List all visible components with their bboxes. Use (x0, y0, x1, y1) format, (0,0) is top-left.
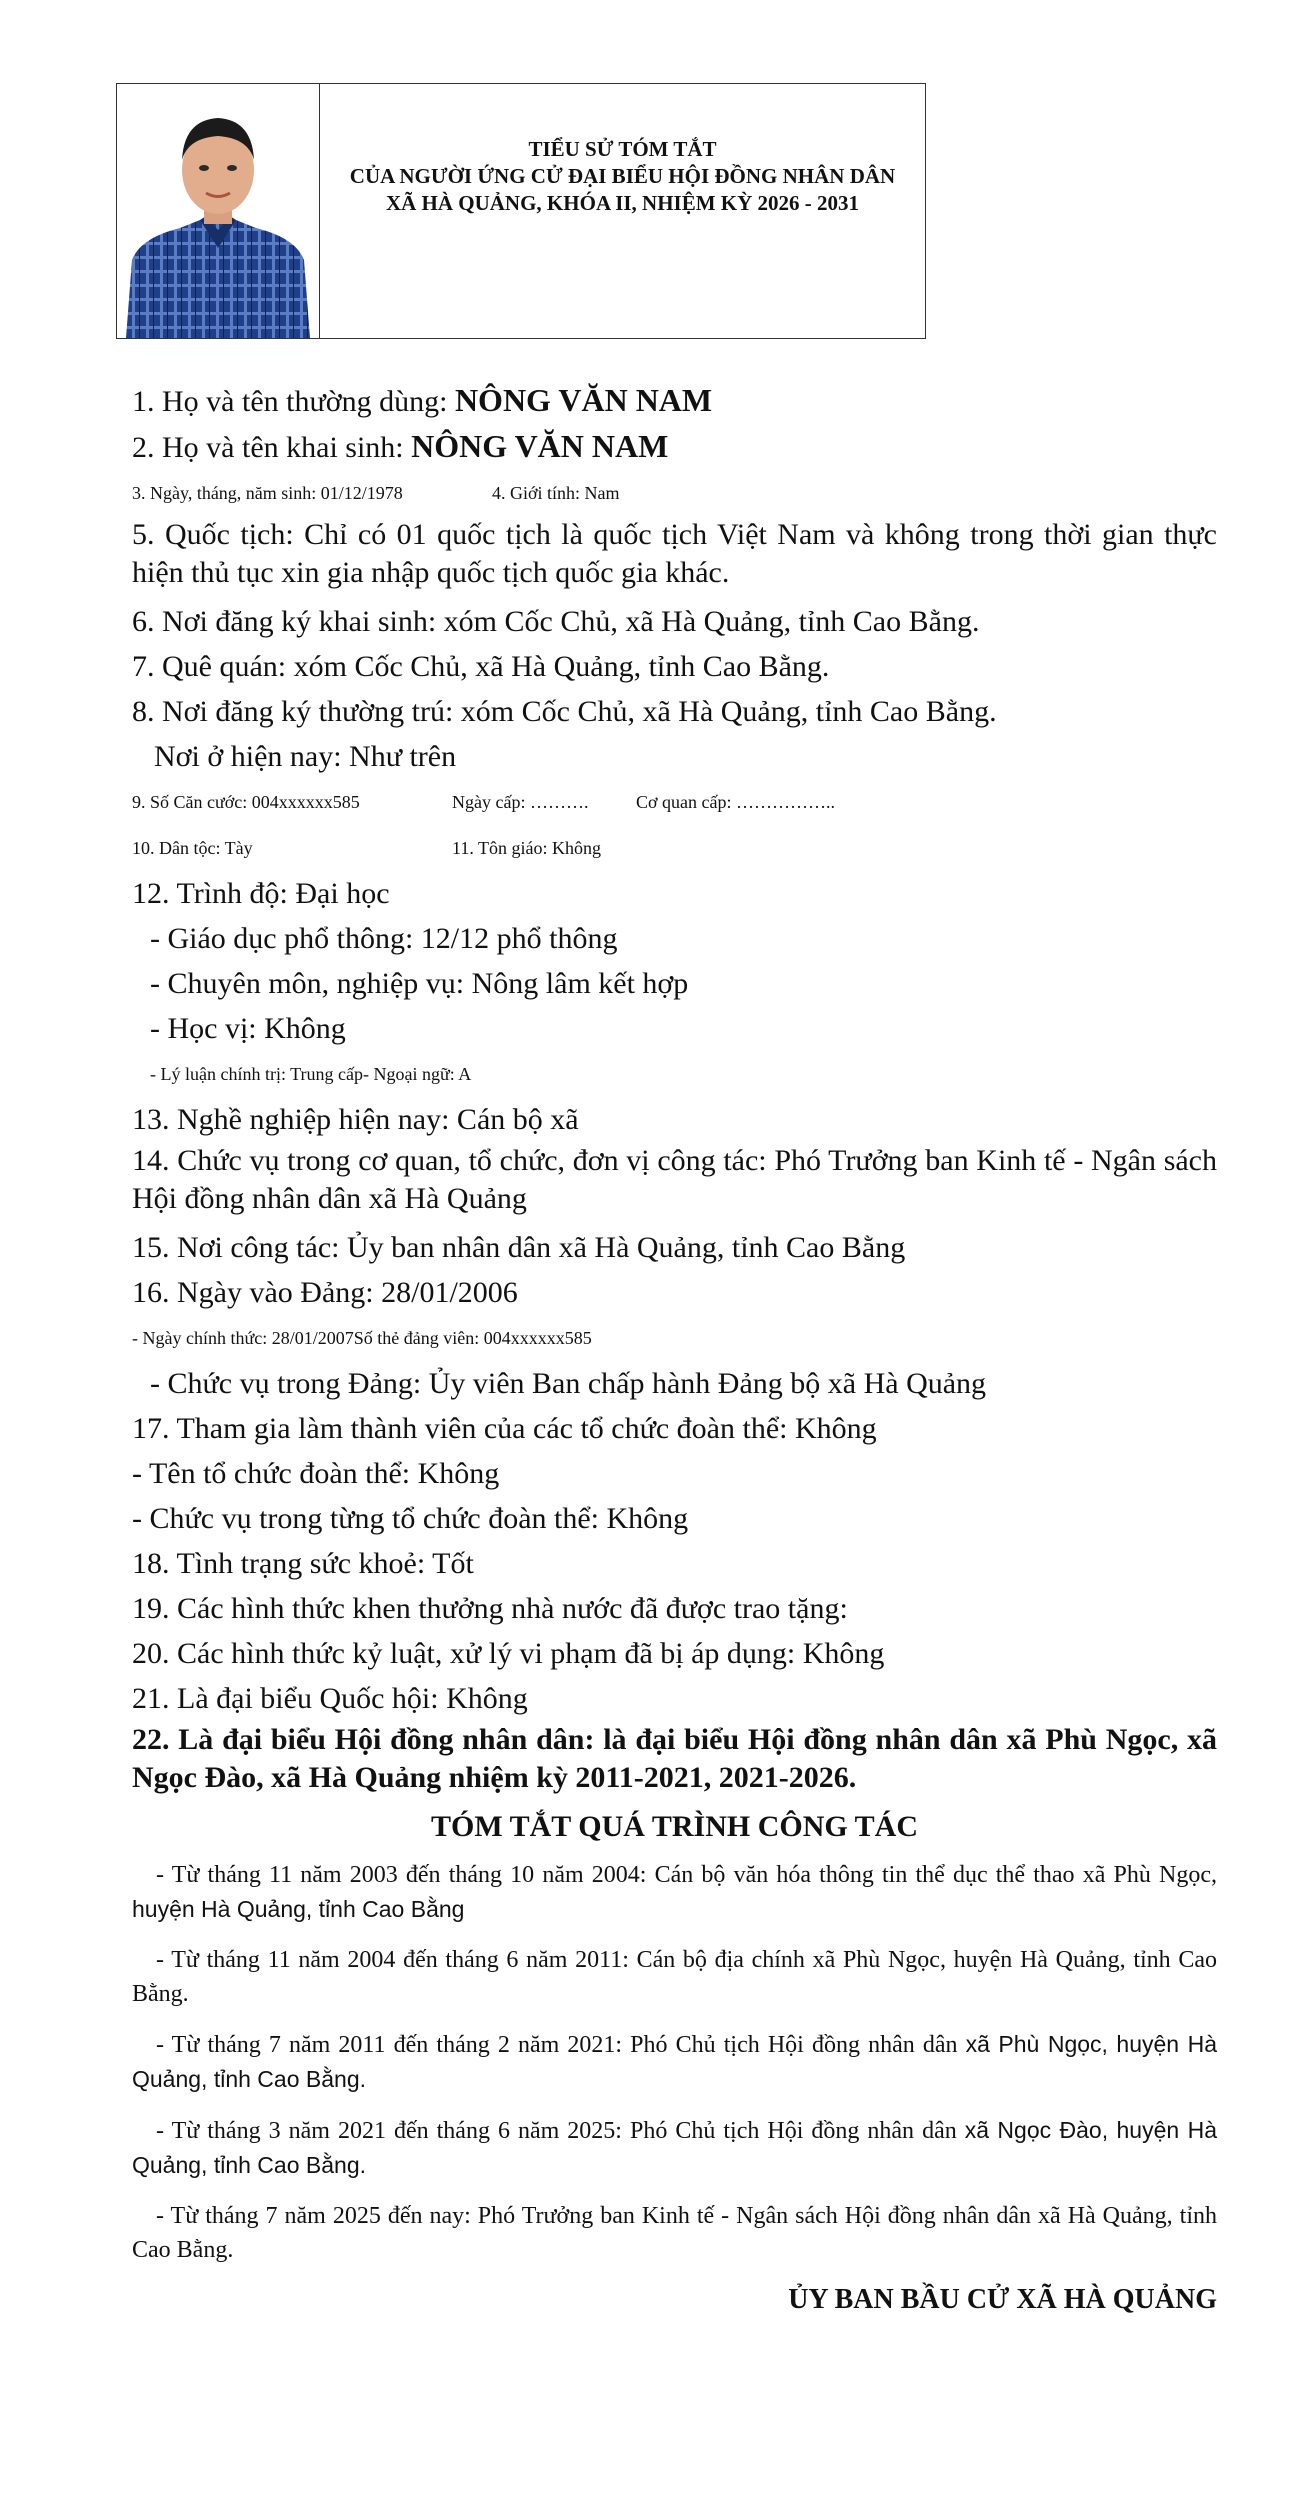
birth-date: 3. Ngày, tháng, năm sinh: 01/12/1978 (132, 483, 403, 503)
title-line-2: CỦA NGƯỜI ỨNG CỬ ĐẠI BIỂU HỘI ĐỒNG NHÂN DÂN (349, 164, 896, 188)
item-3-4 (132, 470, 1217, 516)
item-12: 12. Trình độ: Đại học (132, 877, 390, 910)
id-number: 9. Số Căn cước: 004xxxxxx585 (132, 792, 360, 812)
item-2: 2. Họ và tên khai sinh: NÔNG VĂN NAM (132, 428, 669, 464)
gender: 4. Giới tính: Nam (492, 483, 620, 503)
work-history-entry: - Từ tháng 7 năm 2011 đến tháng 2 năm 2021: Phó Chủ tịch Hội đồng nhân dân xã Phù Ngọc, huyện Hà Quảng, tỉnh Cao Bằng. (132, 2031, 1217, 2092)
item-22: 22. Là đại biểu Hội đồng nhân dân: là đại biểu Hội đồng nhân dân xã Phù Ngọc, xã Ngọc Đào, xã Hà Quảng nhiệm kỳ 2011-2021, 2021-2026. (132, 1723, 1217, 1794)
biography-content (132, 378, 1217, 2283)
common-name: NÔNG VĂN NAM (454, 382, 713, 418)
current-residence: Nơi ở hiện nay: Như trên (154, 740, 457, 773)
academic-degree: - Học vị: Không (150, 1012, 346, 1045)
work-history-entry: - Từ tháng 7 năm 2025 đến nay: Phó Trưởng ban Kinh tế - Ngân sách Hội đồng nhân dân xã Hà Quảng, tỉnh Cao Bằng. (132, 2203, 1217, 2263)
general-education: - Giáo dục phổ thông: 12/12 phổ thông (150, 922, 618, 955)
item-8: 8. Nơi đăng ký thường trú: xóm Cốc Chủ, xã Hà Quảng, tỉnh Cao Bằng. (132, 695, 997, 728)
item-16: 16. Ngày vào Đảng: 28/01/2006 (132, 1276, 518, 1309)
item-20: 20. Các hình thức kỷ luật, xử lý vi phạm đã bị áp dụng: Không (132, 1637, 885, 1670)
work-history-title: TÓM TẮT QUÁ TRÌNH CÔNG TÁC (430, 1810, 919, 1843)
signature-block: ỦY BAN BẦU CỬ XÃ HÀ QUẢNG (788, 2284, 1217, 2315)
document-title (320, 84, 925, 338)
item-18: 18. Tình trạng sức khoẻ: Tốt (132, 1547, 474, 1580)
item-6: 6. Nơi đăng ký khai sinh: xóm Cốc Chủ, xã Hà Quảng, tỉnh Cao Bằng. (132, 605, 980, 638)
party-position: - Chức vụ trong Đảng: Ủy viên Ban chấp hành Đảng bộ xã Hà Quảng (150, 1367, 987, 1400)
item-14: 14. Chức vụ trong cơ quan, tổ chức, đơn vị công tác: Phó Trưởng ban Kinh tế - Ngân sách Hội đồng nhân dân xã Hà Quảng (132, 1144, 1217, 1215)
title-line-3: XÃ HÀ QUẢNG, KHÓA II, NHIỆM KỲ 2026 - 2031 (385, 191, 860, 215)
header-box (116, 83, 926, 339)
work-history-entry: - Từ tháng 3 năm 2021 đến tháng 6 năm 2025: Phó Chủ tịch Hội đồng nhân dân xã Ngọc Đào, huyện Hà Quảng, tỉnh Cao Bằng. (132, 2117, 1217, 2178)
politics-language (132, 1051, 1217, 1097)
work-history-entry: - Từ tháng 11 năm 2004 đến tháng 6 năm 2011: Cán bộ địa chính xã Phù Ngọc, huyện Hà Quảng, tỉnh Cao Bằng. (132, 1947, 1217, 2007)
birth-name: NÔNG VĂN NAM (411, 428, 669, 464)
specialization: - Chuyên môn, nghiệp vụ: Nông lâm kết hợp (150, 967, 689, 1000)
title-line-1: TIỂU SỬ TÓM TẮT (528, 137, 717, 161)
id-issuing-agency: Cơ quan cấp: …………….. (636, 792, 835, 812)
official-party-date: - Ngày chính thức: 28/01/2007 (132, 1328, 354, 1348)
item-15: 15. Nơi công tác: Ủy ban nhân dân xã Hà Quảng, tỉnh Cao Bằng (132, 1231, 906, 1264)
religion: 11. Tôn giáo: Không (452, 838, 601, 858)
foreign-language: - Ngoại ngữ: A (362, 1064, 472, 1084)
item-10-11 (132, 825, 1217, 871)
portrait-photo (117, 84, 320, 338)
item-9 (132, 779, 1217, 825)
item-1: 1. Họ và tên thường dùng: NÔNG VĂN NAM (132, 382, 713, 418)
portrait-image (118, 88, 318, 338)
ethnicity: 10. Dân tộc: Tày (132, 838, 253, 858)
organization-name: - Tên tổ chức đoàn thể: Không (132, 1457, 500, 1490)
item-17: 17. Tham gia làm thành viên của các tổ chức đoàn thể: Không (132, 1412, 877, 1445)
item-19: 19. Các hình thức khen thưởng nhà nước đã được trao tặng: (132, 1592, 848, 1625)
item-13: 13. Nghề nghiệp hiện nay: Cán bộ xã (132, 1103, 579, 1136)
party-details (132, 1315, 1217, 1361)
party-card-number: Số thẻ đảng viên: 004xxxxxx585 (353, 1328, 592, 1348)
item-5: 5. Quốc tịch: Chỉ có 01 quốc tịch là quốc tịch Việt Nam và không trong thời gian thực hiện thủ tục xin gia nhập quốc tịch quốc gia khác. (132, 518, 1217, 589)
item-7: 7. Quê quán: xóm Cốc Chủ, xã Hà Quảng, tỉnh Cao Bằng. (132, 650, 830, 683)
work-history-entry: - Từ tháng 11 năm 2003 đến tháng 10 năm 2004: Cán bộ văn hóa thông tin thể dục thể thao xã Phù Ngọc, huyện Hà Quảng, tỉnh Cao Bằng (132, 1862, 1217, 1922)
id-issue-date: Ngày cấp: ………. (452, 792, 589, 812)
organization-position: - Chức vụ trong từng tổ chức đoàn thể: Không (132, 1502, 689, 1535)
item-21: 21. Là đại biểu Quốc hội: Không (132, 1682, 528, 1715)
political-theory: - Lý luận chính trị: Trung cấp (150, 1064, 363, 1084)
